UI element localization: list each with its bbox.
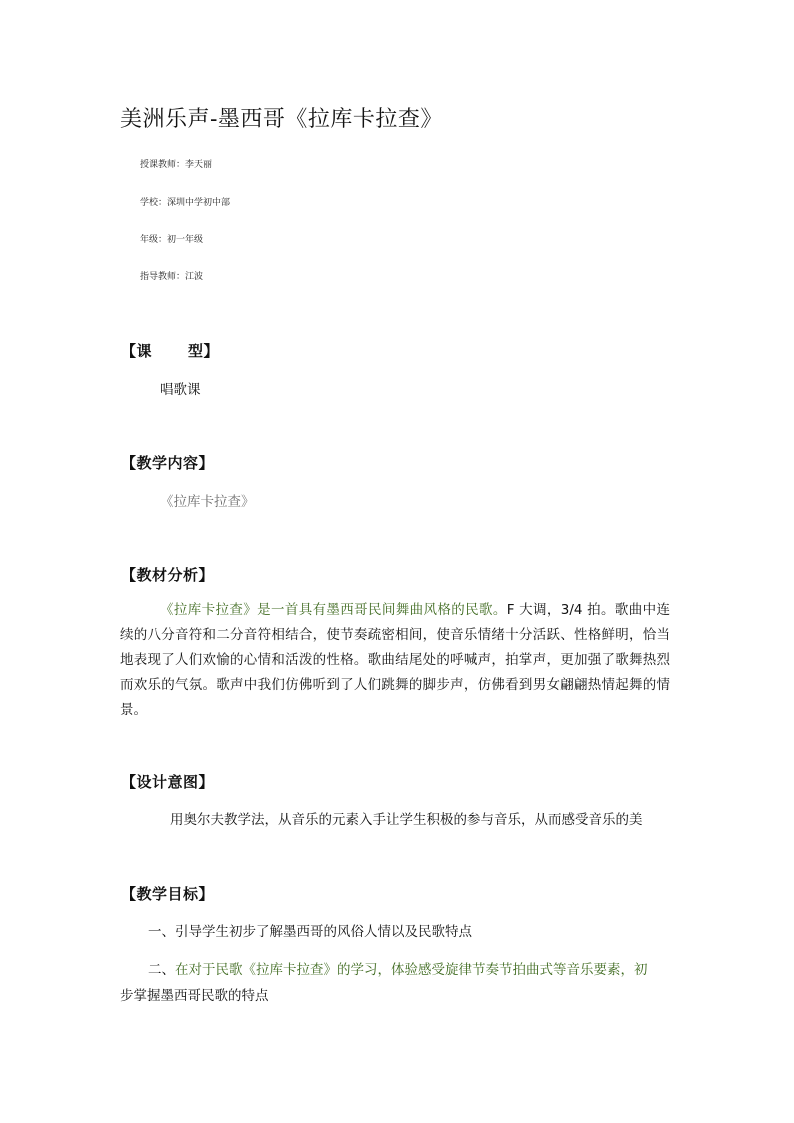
- school-line: 学校：深圳中学初中部: [140, 198, 231, 208]
- goal-item-2-prefix: 二、: [148, 962, 175, 978]
- section-heading-design: 【设计意图】: [121, 773, 215, 791]
- section-heading-content: 【教学内容】: [121, 454, 215, 472]
- section-heading-type: [121, 340, 219, 361]
- content-text: 《拉库卡拉查》: [160, 494, 255, 510]
- goal-item-2-highlight: 在对于民歌《拉库卡拉查》的学习，体验感受旋律节奏节拍曲式等音乐要素，初: [175, 962, 648, 978]
- goal-item-2-line-1: [148, 958, 648, 978]
- section-heading-goals: 【教学目标】: [121, 885, 215, 903]
- grade-line: 年级：初一年级: [140, 235, 204, 245]
- goal-item-1: 一、引导学生初步了解墨西哥的风俗人情以及民歌特点: [148, 924, 472, 940]
- analysis-text-highlight: 《拉库卡拉查》是一首具有墨西哥民间舞曲风格的民歌。: [160, 602, 507, 618]
- design-text: 用奥尔夫教学法，从音乐的元素入手让学生积极的参与音乐，从而感受音乐的美: [170, 812, 643, 828]
- analysis-text-rest: F 大调，3/4 拍。歌曲中连续的八分音符和二分音符相结合，使节奏疏密相间，使音乐情绪十分活跃、性格鲜明，恰当地表现了人们欢愉的心情和活泼的性格。歌曲结尾处的呼喊声，拍掌声，更加强了歌舞热烈而欢乐的气氛。歌声中我们仿佛听到了人们跳舞的脚步声，仿佛看到男女翩翩热情起舞的情景。: [120, 602, 671, 718]
- heading-type-left: 【课: [121, 342, 153, 360]
- teacher-line: 授课教师：李天丽: [140, 160, 213, 170]
- advisor-line: 指导教师：江波: [140, 272, 204, 282]
- page-title: 美洲乐声-墨西哥《拉库卡拉查》: [120, 107, 443, 132]
- analysis-paragraph: [120, 598, 670, 723]
- goal-item-2-line-2: 步掌握墨西哥民歌的特点: [120, 988, 269, 1004]
- section-heading-analysis: 【教材分析】: [121, 566, 215, 584]
- type-content: 唱歌课: [160, 382, 201, 398]
- heading-type-right: 型】: [188, 342, 220, 360]
